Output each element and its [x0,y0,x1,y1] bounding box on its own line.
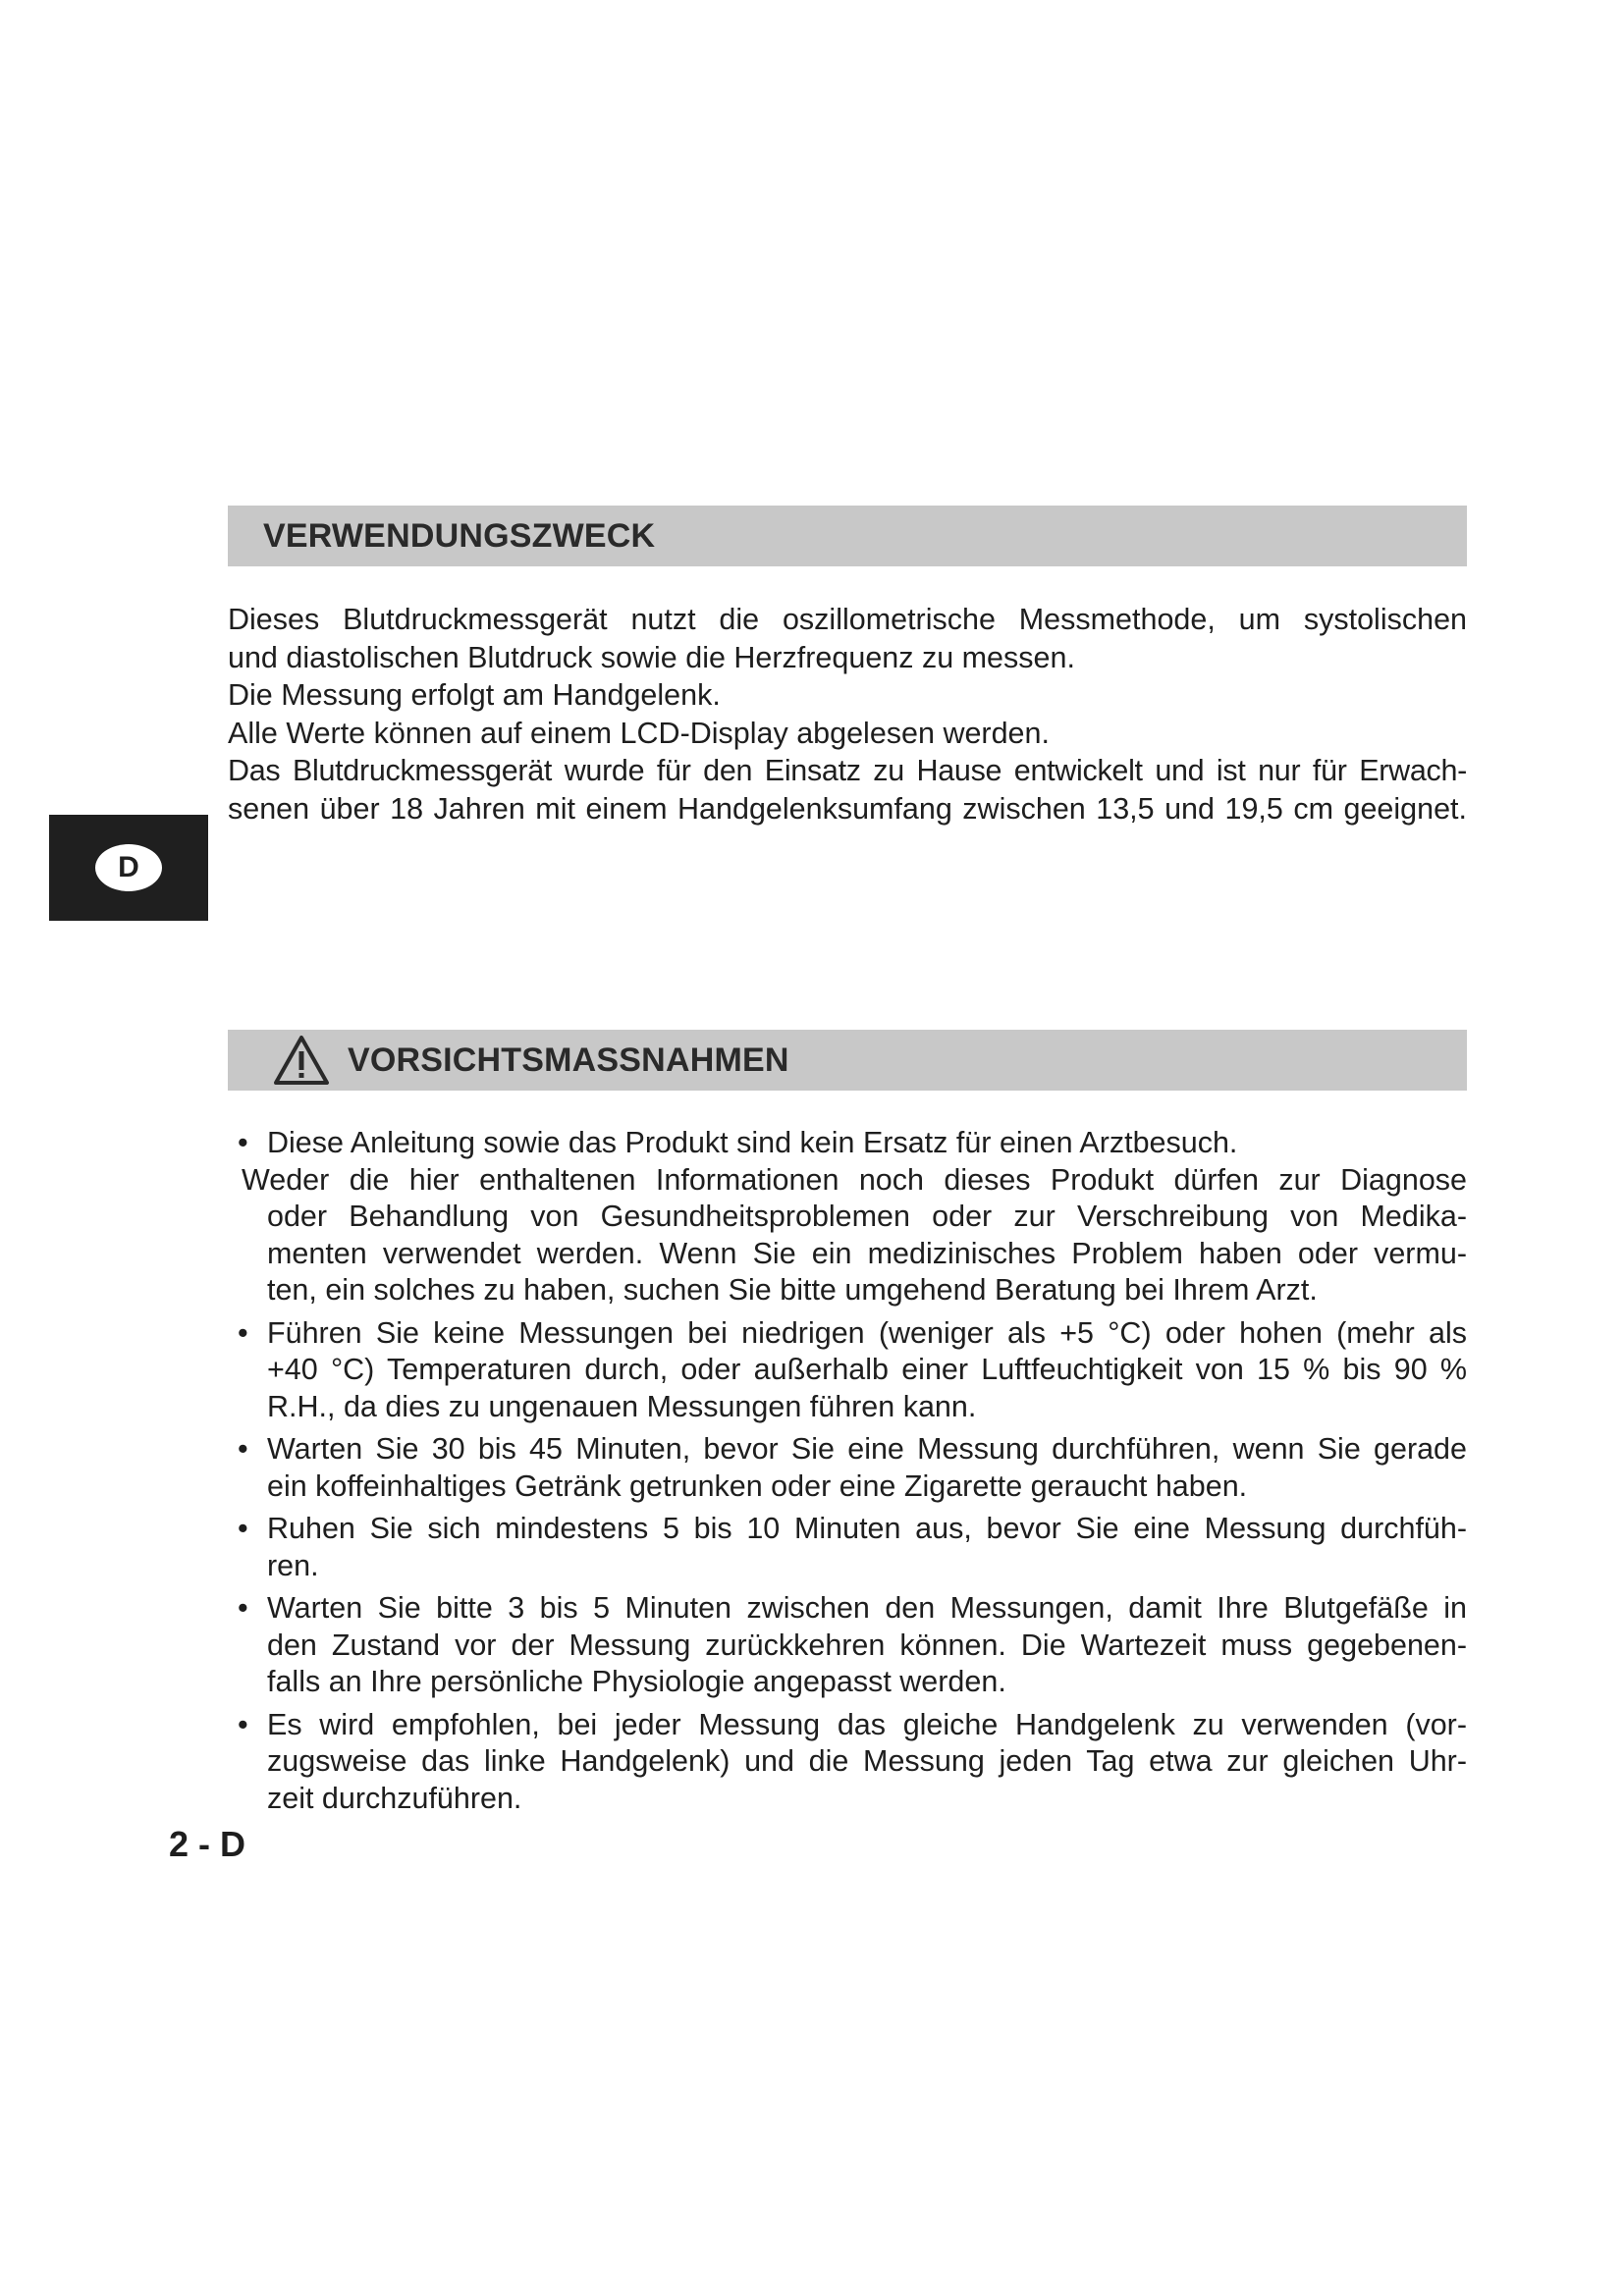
bullet-marker: • [238,1126,248,1159]
section-header-verwendungszweck [228,506,1467,566]
warning-triangle-icon [273,1035,330,1086]
text-line: Weder die hier enthaltenen Informationen noch dieses Produkt dürfen zur Diagnose [242,1162,1467,1197]
text-line: Diese Anleitung sowie das Produkt sind kein Ersatz für einen Arztbesuch. [267,1126,1238,1159]
text-line: den Zustand vor der Messung zurückkehren können. Die Wartezeit muss gegebenen- [267,1628,1467,1662]
text-line: Es wird empfohlen, bei jeder Messung das gleiche Handgelenk zu verwenden (vor- [267,1707,1467,1741]
text-line: +40 °C) Temperaturen durch, oder außerhalb einer Luftfeuchtigkeit von 15 % bis 90 % [267,1353,1467,1386]
text-line: Alle Werte können auf einem LCD-Display abgelesen werden. [228,716,1050,750]
text-line: ten, ein solches zu haben, suchen Sie bitte umgehend Beratung bei Ihrem Arzt. [267,1273,1318,1307]
text-line: menten verwendet werden. Wenn Sie ein medizinisches Problem haben oder vermu- [267,1236,1467,1270]
text-line: ein koffeinhaltiges Getränk getrunken oder eine Zigarette geraucht haben. [267,1468,1248,1503]
text-line: Warten Sie bitte 3 bis 5 Minuten zwischen den Messungen, damit Ihre Blutgefäße in [267,1591,1467,1625]
language-tab [49,815,208,921]
bullet-marker: • [238,1512,248,1545]
text-line: und diastolischen Blutdruck sowie die Herzfrequenz zu messen. [228,640,1075,674]
bullet-marker: • [238,1707,248,1741]
text-line: Ruhen Sie sich mindestens 5 bis 10 Minuten aus, bevor Sie eine Messung durchfüh- [267,1512,1467,1545]
language-label: D [118,851,139,883]
intended-use-paragraph [228,601,1467,828]
text-line: Die Messung erfolgt am Handgelenk. [228,678,721,712]
text-line: falls an Ihre persönliche Physiologie angepasst werden. [267,1665,1006,1698]
text-line: senen über 18 Jahren mit einem Handgelenksumfang zwischen 13,5 und 19,5 cm geeignet. [228,791,1467,826]
section-header-vorsichtsmassnahmen [228,1030,1467,1091]
text-line: Dieses Blutdruckmessgerät nutzt die oszillometrische Messmethode, um systolischen [228,603,1467,636]
list-item [228,1431,1467,1505]
text-line: Das Blutdruckmessgerät wurde für den Einsatz zu Hause entwickelt und ist nur für Erwach- [228,754,1467,787]
text-line: zugsweise das linke Handgelenk) und die Messung jeden Tag etwa zur gleichen Uhr- [267,1744,1467,1778]
page-number: 2 - D [169,1824,246,1864]
bullet-marker: • [238,1432,248,1466]
text-line: R.H., da dies zu ungenauen Messungen führen kann. [267,1389,977,1423]
list-item [228,1511,1467,1584]
text-line: oder Behandlung von Gesundheitsproblemen oder zur Verschreibung von Medika- [267,1200,1467,1233]
list-item [228,1590,1467,1701]
list-item [228,1707,1467,1818]
list-item [228,1125,1467,1309]
language-badge [95,844,162,891]
precautions-list [228,1125,1467,1823]
bullet-marker: • [238,1591,248,1625]
text-line: ren. [267,1548,319,1582]
section-title: VORSICHTSMASSNAHMEN [348,1041,789,1079]
text-line: Führen Sie keine Messungen bei niedrigen (weniger als +5 °C) oder hohen (mehr als [267,1315,1467,1350]
bullet-marker: • [238,1315,248,1350]
text-line: Warten Sie 30 bis 45 Minuten, bevor Sie eine Messung durchführen, wenn Sie gerade [267,1432,1467,1466]
section-title: VERWENDUNGSZWECK [263,516,656,555]
list-item [228,1315,1467,1426]
text-line: zeit durchzuführen. [267,1781,522,1815]
